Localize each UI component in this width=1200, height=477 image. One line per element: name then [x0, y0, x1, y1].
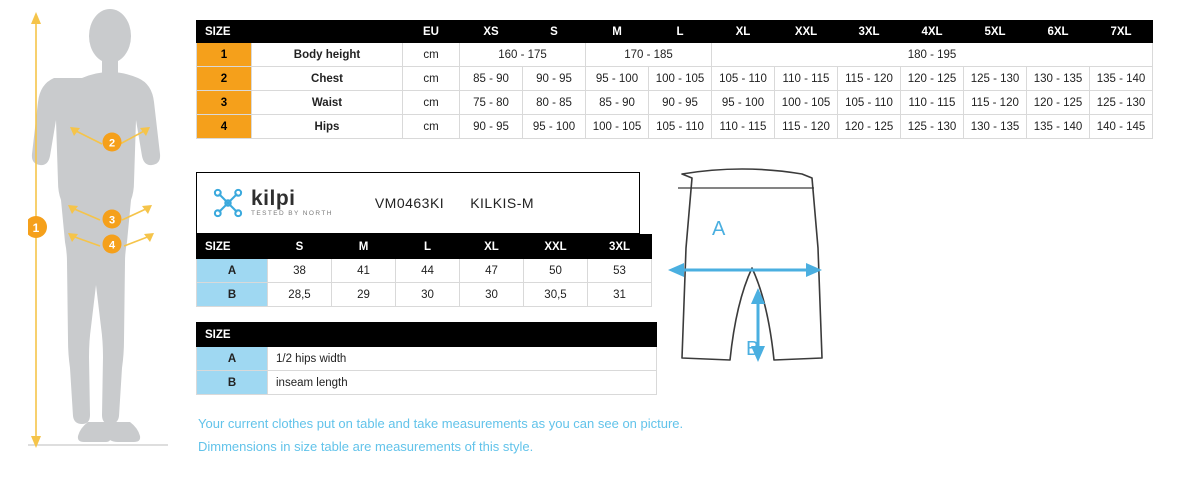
row-unit: cm — [403, 115, 460, 139]
row-value: 115 - 120 — [838, 67, 901, 91]
col-size: SIZE — [197, 21, 252, 43]
table-header-row — [197, 21, 1153, 43]
kilpi-mark-icon — [211, 186, 245, 220]
row-value: 130 - 135 — [1027, 67, 1090, 91]
row-value: 180 - 195 — [712, 43, 1153, 67]
kilpi-tagline: TESTED BY NORTH — [251, 210, 333, 218]
row-key: B — [197, 371, 268, 395]
col-size: SIZE — [197, 323, 268, 347]
row-value: 47 — [460, 259, 524, 283]
brand-header — [196, 172, 640, 234]
figure-marker-4: 4 — [108, 239, 116, 252]
row-number: 3 — [197, 91, 252, 115]
body-figure-pane — [0, 0, 190, 477]
row-value: 105 - 110 — [838, 91, 901, 115]
instruction-notes — [198, 413, 683, 459]
note-line-2: Dimmensions in size table are measurements of this style. — [198, 438, 534, 454]
row-value: 30 — [460, 283, 524, 307]
col-xl: XL — [460, 235, 524, 259]
row-description: inseam length — [268, 371, 657, 395]
row-value: 140 - 145 — [1090, 115, 1153, 139]
table-header-row — [197, 323, 657, 347]
row-key: A — [197, 259, 268, 283]
measurement-legend-table — [196, 322, 657, 395]
row-value: 31 — [588, 283, 652, 307]
row-unit: cm — [403, 43, 460, 67]
col-measure-label — [252, 21, 403, 43]
row-value: 41 — [332, 259, 396, 283]
row-value: 95 - 100 — [712, 91, 775, 115]
row-value: 100 - 105 — [586, 115, 649, 139]
male-body-measurement-figure — [28, 8, 188, 453]
row-value: 125 - 130 — [964, 67, 1027, 91]
table-row — [197, 371, 657, 395]
row-value: 125 - 130 — [1090, 91, 1153, 115]
row-value: 90 - 95 — [649, 91, 712, 115]
col-m: M — [586, 21, 649, 43]
figure-marker-2: 2 — [108, 137, 116, 150]
row-value: 28,5 — [268, 283, 332, 307]
row-value: 90 - 95 — [460, 115, 523, 139]
col-xs: XS — [460, 21, 523, 43]
row-value: 115 - 120 — [775, 115, 838, 139]
figure-marker-1: 1 — [32, 221, 40, 235]
row-value: 30 — [396, 283, 460, 307]
row-value: 75 - 80 — [460, 91, 523, 115]
table-row — [197, 283, 652, 307]
col-s: S — [268, 235, 332, 259]
label-b: B — [746, 338, 760, 360]
figure-marker-3: 3 — [108, 214, 116, 227]
row-value: 170 - 185 — [586, 43, 712, 67]
product-code: VM0463KI — [374, 195, 445, 211]
row-unit: cm — [403, 67, 460, 91]
row-description: 1/2 hips width — [268, 347, 657, 371]
row-label: Hips — [252, 115, 403, 139]
col-description — [268, 323, 657, 347]
col-xl: XL — [712, 21, 775, 43]
row-key: A — [197, 347, 268, 371]
col-s: S — [523, 21, 586, 43]
row-value: 100 - 105 — [775, 91, 838, 115]
row-label: Waist — [252, 91, 403, 115]
row-value: 135 - 140 — [1090, 67, 1153, 91]
col-6xl: 6XL — [1027, 21, 1090, 43]
row-value: 110 - 115 — [775, 67, 838, 91]
main-size-table — [196, 20, 1153, 139]
row-value: 50 — [524, 259, 588, 283]
row-value: 115 - 120 — [964, 91, 1027, 115]
col-xxl: XXL — [524, 235, 588, 259]
row-value: 110 - 115 — [712, 115, 775, 139]
row-value: 85 - 90 — [586, 91, 649, 115]
row-value: 38 — [268, 259, 332, 283]
product-name: KILKIS-M — [470, 195, 535, 211]
row-number: 1 — [197, 43, 252, 67]
col-5xl: 5XL — [964, 21, 1027, 43]
col-m: M — [332, 235, 396, 259]
row-value: 125 - 130 — [901, 115, 964, 139]
row-value: 100 - 105 — [649, 67, 712, 91]
col-size: SIZE — [197, 235, 268, 259]
row-number: 4 — [197, 115, 252, 139]
row-value: 29 — [332, 283, 396, 307]
row-value: 160 - 175 — [460, 43, 586, 67]
row-value: 85 - 90 — [460, 67, 523, 91]
shorts-outline — [660, 160, 880, 400]
table-row — [197, 43, 1153, 67]
col-3xl: 3XL — [838, 21, 901, 43]
row-label: Body height — [252, 43, 403, 67]
table-header-row — [197, 235, 652, 259]
note-line-1: Your current clothes put on table and take measurements as you can see on picture. — [198, 416, 684, 431]
row-value: 120 - 125 — [901, 67, 964, 91]
row-value: 95 - 100 — [586, 67, 649, 91]
row-number: 2 — [197, 67, 252, 91]
table-row — [197, 115, 1153, 139]
shorts-measurement-diagram — [660, 160, 880, 400]
table-row — [197, 91, 1153, 115]
row-value: 90 - 95 — [523, 67, 586, 91]
row-value: 80 - 85 — [523, 91, 586, 115]
label-a: A — [712, 218, 726, 240]
row-value: 53 — [588, 259, 652, 283]
col-4xl: 4XL — [901, 21, 964, 43]
col-eu: EU — [403, 21, 460, 43]
table-row — [197, 67, 1153, 91]
row-value: 105 - 110 — [649, 115, 712, 139]
col-xxl: XXL — [775, 21, 838, 43]
product-measure-table — [196, 234, 652, 307]
col-l: L — [396, 235, 460, 259]
kilpi-logo — [211, 186, 333, 220]
row-value: 110 - 115 — [901, 91, 964, 115]
row-value: 44 — [396, 259, 460, 283]
table-row — [197, 347, 657, 371]
table-row — [197, 259, 652, 283]
row-value: 130 - 135 — [964, 115, 1027, 139]
row-value: 120 - 125 — [838, 115, 901, 139]
row-label: Chest — [252, 67, 403, 91]
row-unit: cm — [403, 91, 460, 115]
row-value: 95 - 100 — [523, 115, 586, 139]
col-3xl: 3XL — [588, 235, 652, 259]
kilpi-wordmark: kilpi — [251, 187, 296, 211]
row-value: 105 - 110 — [712, 67, 775, 91]
row-value: 30,5 — [524, 283, 588, 307]
row-value: 120 - 125 — [1027, 91, 1090, 115]
col-7xl: 7XL — [1090, 21, 1153, 43]
row-value: 135 - 140 — [1027, 115, 1090, 139]
col-l: L — [649, 21, 712, 43]
row-key: B — [197, 283, 268, 307]
